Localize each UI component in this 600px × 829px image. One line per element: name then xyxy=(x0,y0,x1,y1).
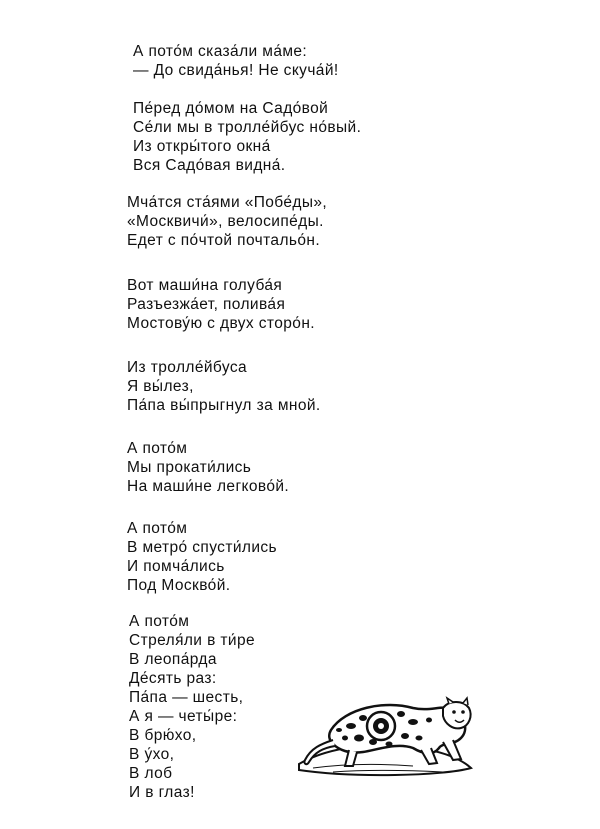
verse-line: А пото́м сказа́ли ма́ме: xyxy=(133,43,308,60)
stanza-2 xyxy=(133,99,361,175)
verse-line: Мча́тся ста́ями «Побе́ды», xyxy=(127,194,328,211)
stanza-4 xyxy=(127,276,315,333)
verse-line: В метро́ спусти́лись xyxy=(127,539,278,556)
verse-line: Стреля́ли в ти́ре xyxy=(129,632,256,649)
stanza-6 xyxy=(127,439,289,496)
verse-line: Па́па — шесть, xyxy=(129,689,244,706)
target-icon xyxy=(367,712,395,740)
verse-line: — До свида́нья! Не скуча́й! xyxy=(133,62,339,79)
stanza-1 xyxy=(133,42,339,80)
leopard-target-illustration xyxy=(293,690,483,782)
verse-line: И помча́лись xyxy=(127,558,225,575)
stanza-7 xyxy=(127,519,277,595)
verse-line: Я вы́лез, xyxy=(127,378,194,395)
verse-line: Из тролле́йбуса xyxy=(127,359,248,376)
verse-line: Вот маши́на голуба́я xyxy=(127,277,283,294)
verse-line: В у́хо, xyxy=(129,746,175,763)
verse-line: Из откры́того окна́ xyxy=(133,138,271,155)
verse-line: «Москвичи́», велосипе́ды. xyxy=(127,213,324,230)
verse-line: Се́ли мы в тролле́йбус но́вый. xyxy=(133,119,362,136)
stanza-5 xyxy=(127,358,321,415)
verse-line: Едет с по́чтой почтальо́н. xyxy=(127,232,321,249)
verse-line: Пе́ред до́мом на Садо́вой xyxy=(133,100,329,117)
verse-line: А я — четы́ре: xyxy=(129,708,238,725)
verse-line: А пото́м xyxy=(127,520,188,537)
verse-line: Мы прокати́лись xyxy=(127,459,252,476)
stanza-3 xyxy=(127,193,327,250)
stanza-8 xyxy=(129,612,255,802)
verse-line: На маши́не легково́й. xyxy=(127,478,290,495)
verse-line: Мостову́ю с двух сторо́н. xyxy=(127,315,315,332)
verse-line: И в глаз! xyxy=(129,784,195,801)
verse-line: В лоб xyxy=(129,765,173,782)
verse-line: Разъезжа́ет, полива́я xyxy=(127,296,286,313)
verse-line: Под Москво́й. xyxy=(127,577,231,594)
verse-line: В брю́хо, xyxy=(129,727,197,744)
verse-line: В леопа́рда xyxy=(129,651,217,668)
leopard-head xyxy=(443,702,471,728)
verse-line: А пото́м xyxy=(129,613,190,630)
verse-line: А пото́м xyxy=(127,440,188,457)
verse-line: Де́сять раз: xyxy=(129,670,217,687)
verse-line: Па́па вы́прыгнул за мной. xyxy=(127,397,321,414)
verse-line: Вся Садо́вая видна́. xyxy=(133,157,286,174)
